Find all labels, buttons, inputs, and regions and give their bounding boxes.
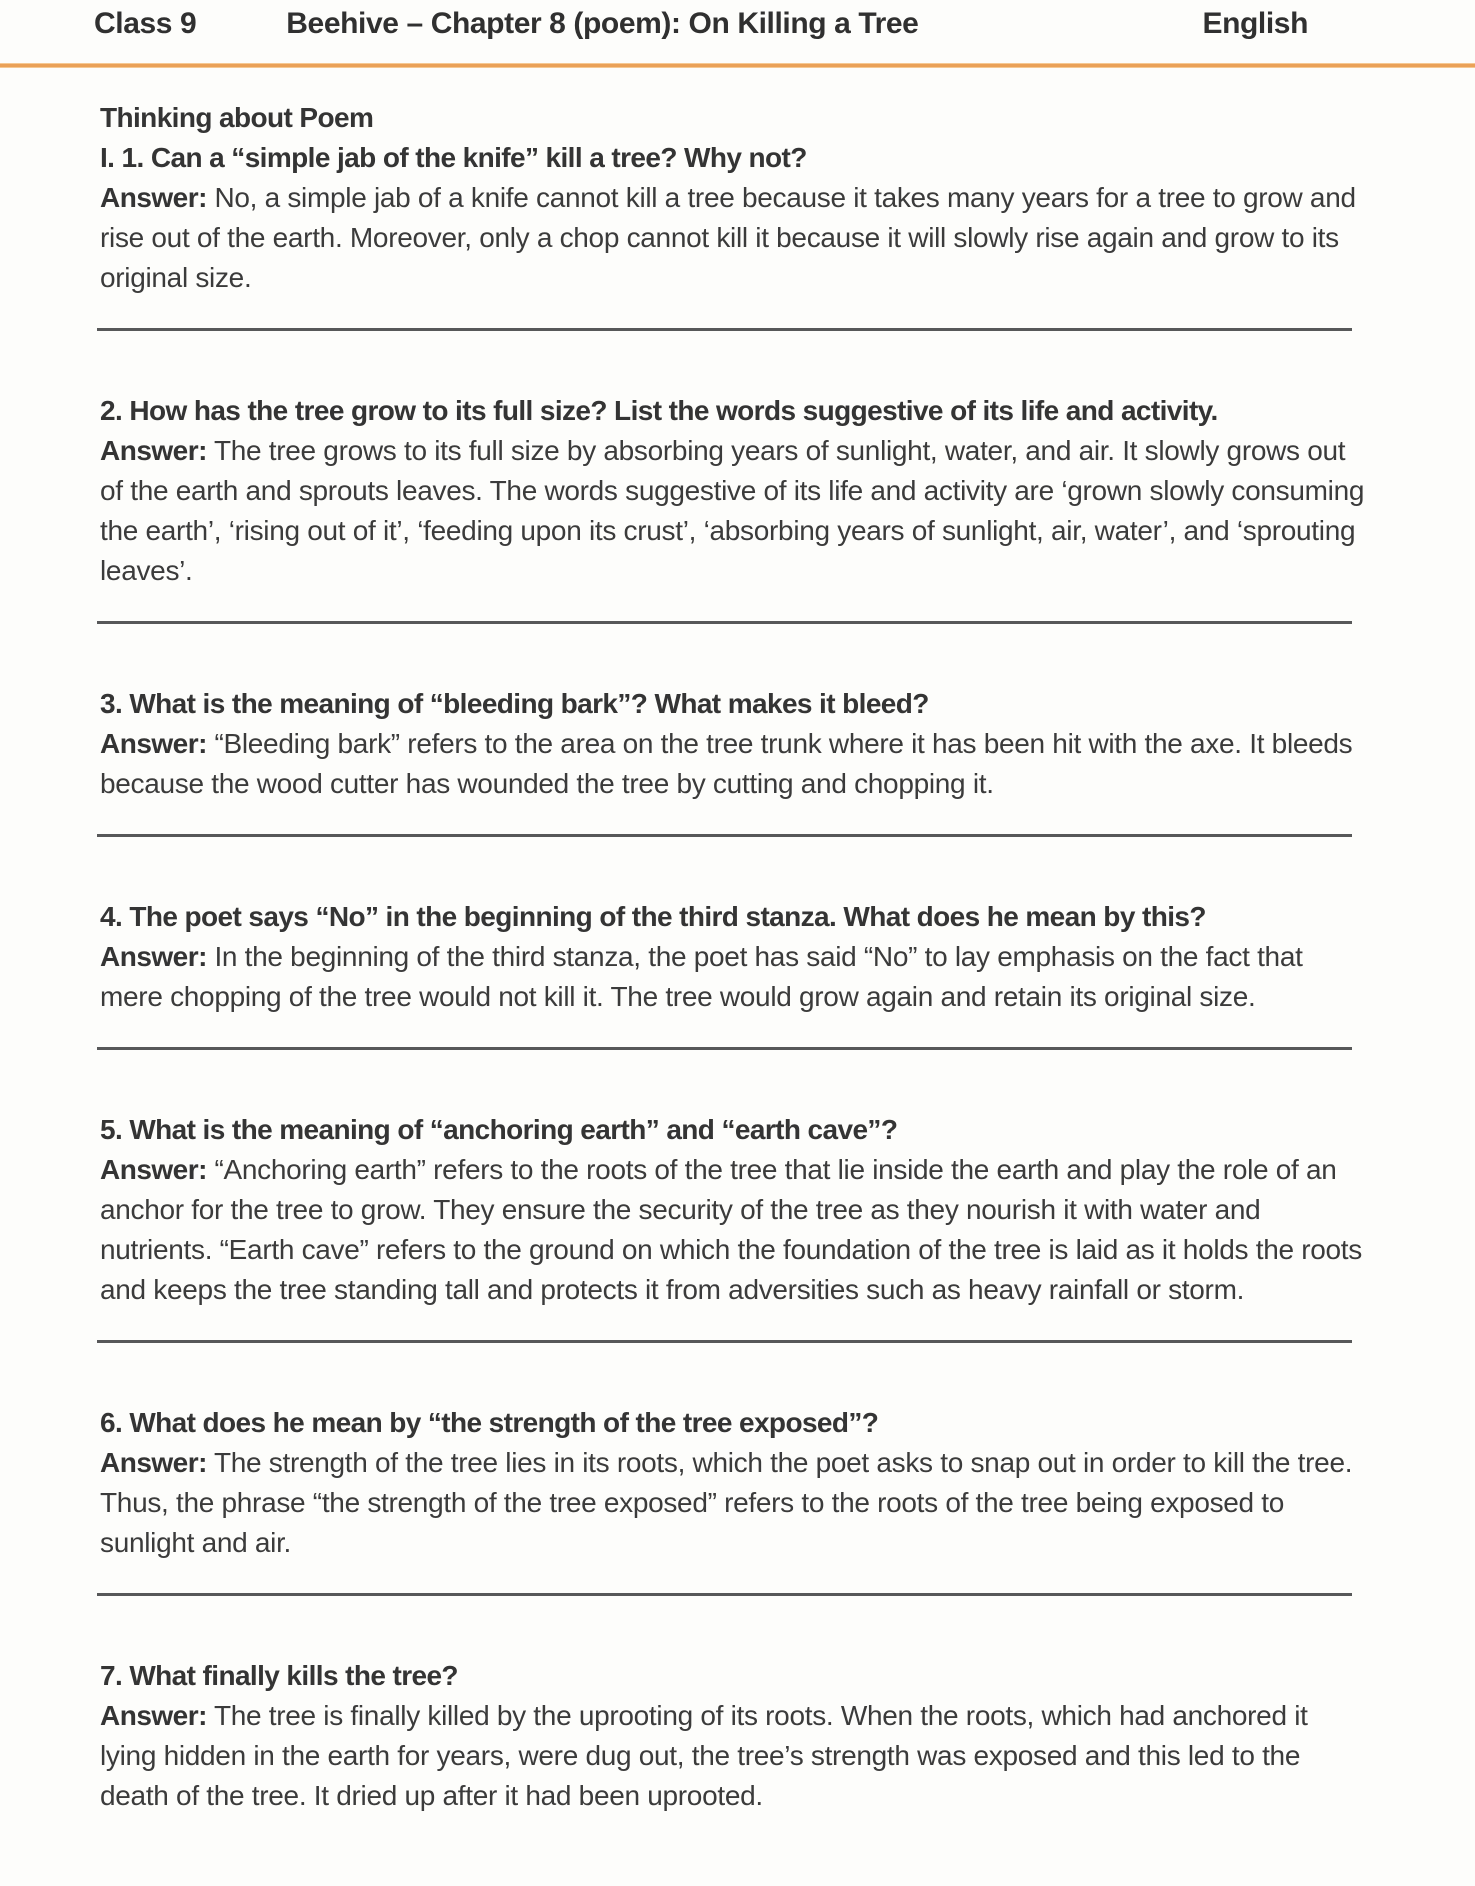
answer-2 bbox=[100, 431, 1365, 591]
answer-6 bbox=[100, 1443, 1365, 1563]
qa-block-5 bbox=[100, 1110, 1365, 1310]
question-7: 7. What finally kills the tree? bbox=[100, 1660, 458, 1691]
document-body bbox=[100, 98, 1365, 1816]
accent-rule bbox=[0, 63, 1475, 68]
class-label: Class 9 bbox=[94, 7, 197, 40]
answer-4 bbox=[100, 937, 1365, 1017]
question-5: 5. What is the meaning of “anchoring earth” and “earth cave”? bbox=[100, 1114, 898, 1145]
subject-label: English bbox=[1202, 7, 1308, 40]
qa-block-6 bbox=[100, 1403, 1365, 1563]
divider-4 bbox=[97, 1047, 1352, 1050]
question-1: I. 1. Can a “simple jab of the knife” kill a tree? Why not? bbox=[100, 142, 807, 173]
answer-label: Answer: bbox=[100, 1154, 207, 1185]
answer-7 bbox=[100, 1696, 1365, 1816]
page-header bbox=[0, 0, 1475, 42]
question-6: 6. What does he mean by “the strength of the tree exposed”? bbox=[100, 1407, 879, 1438]
answer-1 bbox=[100, 178, 1365, 298]
answer-6-text: The strength of the tree lies in its roots, which the poet asks to snap out in order to kill the tree. Thus, the phrase “the strength of the tree exposed” refers to the roots of the tree being exposed to sunlight and air. bbox=[100, 1447, 1353, 1558]
qa-block-7 bbox=[100, 1656, 1365, 1816]
section-heading: Thinking about Poem bbox=[100, 102, 374, 133]
divider-3 bbox=[97, 834, 1352, 837]
divider-2 bbox=[97, 621, 1352, 624]
answer-3-text: “Bleeding bark” refers to the area on the tree trunk where it has been hit with the axe. It bleeds because the wood cutter has wounded the tree by cutting and chopping it. bbox=[100, 728, 1353, 799]
answer-4-text: In the beginning of the third stanza, the poet has said “No” to lay emphasis on the fact that mere chopping of the tree would not kill it. The tree would grow again and retain its original size. bbox=[100, 941, 1303, 1012]
answer-7-text: The tree is finally killed by the uprooting of its roots. When the roots, which had anchored it lying hidden in the earth for years, were dug out, the tree’s strength was exposed and this led to the death of the tree. It dried up after it had been uprooted. bbox=[100, 1700, 1308, 1811]
answer-5-text: “Anchoring earth” refers to the roots of the tree that lie inside the earth and play the role of an anchor for the tree to grow. They ensure the security of the tree as they nourish it with water and nutrients. “Earth cave” refers to the ground on which the foundation of the tree is laid as it holds the roots and keeps the tree standing tall and protects it from adversities such as heavy rainfall or storm. bbox=[100, 1154, 1362, 1305]
question-2: 2. How has the tree grow to its full size? List the words suggestive of its life and activity. bbox=[100, 395, 1218, 426]
qa-block-2 bbox=[100, 391, 1365, 591]
answer-label: Answer: bbox=[100, 941, 207, 972]
answer-label: Answer: bbox=[100, 1700, 207, 1731]
question-3: 3. What is the meaning of “bleeding bark”? What makes it bleed? bbox=[100, 688, 929, 719]
answer-1-text: No, a simple jab of a knife cannot kill a tree because it takes many years for a tree to grow and rise out of the earth. Moreover, only a chop cannot kill it because it will slowly rise again and grow to its original size. bbox=[100, 182, 1356, 293]
answer-3 bbox=[100, 724, 1365, 804]
divider-5 bbox=[97, 1340, 1352, 1343]
answer-label: Answer: bbox=[100, 728, 207, 759]
question-4: 4. The poet says “No” in the beginning of the third stanza. What does he mean by this? bbox=[100, 901, 1206, 932]
qa-block-4 bbox=[100, 897, 1365, 1017]
divider-1 bbox=[97, 328, 1352, 331]
answer-label: Answer: bbox=[100, 435, 207, 466]
qa-block-1 bbox=[100, 98, 1365, 298]
qa-block-3 bbox=[100, 684, 1365, 804]
answer-5 bbox=[100, 1150, 1365, 1310]
answer-2-text: The tree grows to its full size by absorbing years of sunlight, water, and air. It slowly grows out of the earth and sprouts leaves. The words suggestive of its life and activity are ‘grown slowly consuming the earth’, ‘rising out of it’, ‘feeding upon its crust’, ‘absorbing years of sunlight, air, water’, and ‘sprouting leaves’. bbox=[100, 435, 1365, 586]
divider-6 bbox=[97, 1593, 1352, 1596]
answer-label: Answer: bbox=[100, 1447, 207, 1478]
answer-label: Answer: bbox=[100, 182, 207, 213]
document-title: Beehive – Chapter 8 (poem): On Killing a Tree bbox=[286, 7, 919, 40]
